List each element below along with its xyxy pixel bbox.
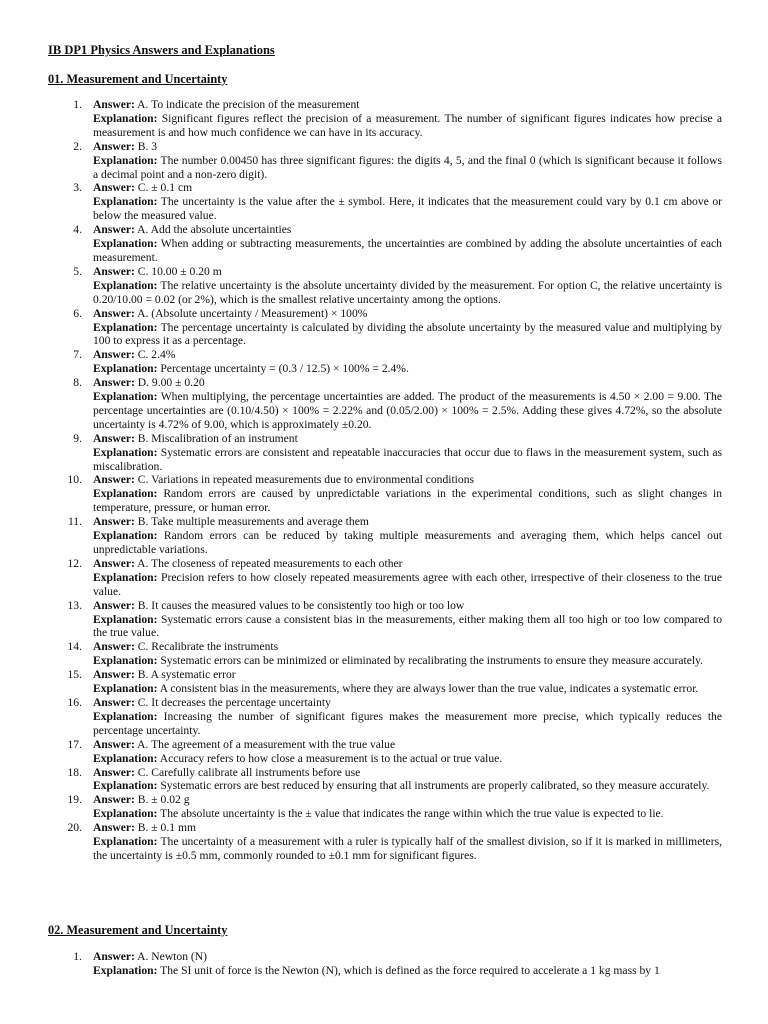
explanation-line bbox=[93, 362, 722, 376]
explanation-label: Explanation: bbox=[93, 654, 158, 668]
answer-text: C. ± 0.1 cm bbox=[137, 181, 193, 195]
explanation-label: Explanation: bbox=[93, 195, 158, 209]
answer-text: B. It causes the measured values to be consistently too high or too low bbox=[137, 598, 465, 612]
answer-text: B. Miscalibration of an instrument bbox=[137, 431, 298, 445]
answer-text: C. 10.00 ± 0.20 m bbox=[137, 264, 222, 278]
explanation-text: When adding or subtracting measurements, the uncertainties are combined by adding the absolute uncertainties of each measurement. bbox=[93, 237, 722, 264]
answer-text: A. The agreement of a measurement with the true value bbox=[137, 737, 396, 751]
answer-label: Answer: bbox=[93, 515, 135, 529]
answer-text: B. Take multiple measurements and average them bbox=[137, 515, 369, 529]
answer-label: Answer: bbox=[93, 765, 135, 779]
answer-item bbox=[0, 98, 768, 140]
answer-label: Answer: bbox=[93, 431, 135, 445]
answer-line bbox=[93, 223, 722, 237]
answer-label: Answer: bbox=[93, 98, 135, 111]
answer-text: C. 2.4% bbox=[137, 348, 176, 362]
explanation-line bbox=[93, 112, 722, 140]
answer-item bbox=[0, 557, 768, 599]
answer-item bbox=[0, 376, 768, 432]
section-heading: 01. Measurement and Uncertainty bbox=[48, 72, 228, 86]
item-number: 5. bbox=[73, 264, 82, 278]
answer-text: A. Add the absolute uncertainties bbox=[137, 223, 292, 237]
answer-item bbox=[0, 307, 768, 349]
item-number: 16. bbox=[67, 695, 82, 709]
item-number: 19. bbox=[67, 793, 82, 807]
explanation-text: A consistent bias in the measurements, where they are always lower than the true value, indicates a systematic error. bbox=[159, 682, 699, 696]
explanation-line bbox=[93, 752, 722, 766]
explanation-label: Explanation: bbox=[93, 487, 158, 501]
answer-label: Answer: bbox=[93, 821, 135, 835]
answer-label: Answer: bbox=[93, 695, 135, 709]
explanation-text: Increasing the number of significant figures makes the measurement more precise, which typically reduces the percentage uncertainty. bbox=[93, 709, 722, 737]
explanation-label: Explanation: bbox=[93, 445, 158, 459]
explanation-text: When multiplying, the percentage uncertainties are added. The product of the measurements is 4.50 × 2.00 = 9.00. The percentage uncertainties are (0.10/4.50) × 100% = 2.22% and (0.05/2.00) × 100% = 2.5%. Adding these gives 4.72%, so the absolute uncertainty is 4.72% of 9.00, which is approximately ±0.20. bbox=[93, 390, 722, 431]
answer-item bbox=[0, 738, 768, 766]
answer-item bbox=[0, 265, 768, 307]
explanation-text: The absolute uncertainty is the ± value that indicates the range within which the true value is expected to lie. bbox=[160, 807, 664, 821]
answer-item bbox=[0, 432, 768, 474]
explanation-label: Explanation: bbox=[93, 237, 158, 251]
answer-label: Answer: bbox=[93, 348, 135, 362]
answer-line bbox=[93, 376, 722, 390]
item-number: 15. bbox=[67, 668, 82, 682]
answer-item bbox=[0, 223, 768, 265]
answer-list bbox=[0, 98, 768, 863]
explanation-label: Explanation: bbox=[93, 390, 158, 404]
answer-text: A. The closeness of repeated measurements to each other bbox=[137, 556, 403, 570]
item-number: 4. bbox=[73, 223, 82, 237]
answer-label: Answer: bbox=[93, 139, 135, 153]
explanation-label: Explanation: bbox=[93, 362, 158, 376]
explanation-line bbox=[93, 237, 722, 265]
answer-item bbox=[0, 599, 768, 641]
explanation-text: Precision refers to how closely repeated measurements agree with each other, irrespective of their closeness to the true value. bbox=[93, 570, 722, 598]
answer-item bbox=[0, 348, 768, 376]
explanation-text: The percentage uncertainty is calculated by dividing the absolute uncertainty by the measured value and multiplying by 100 to express it as a percentage. bbox=[93, 320, 722, 348]
answer-item bbox=[0, 140, 768, 182]
answer-text: C. Carefully calibrate all instruments before use bbox=[137, 765, 361, 779]
answer-label: Answer: bbox=[93, 598, 135, 612]
answer-line bbox=[93, 557, 722, 571]
answer-label: Answer: bbox=[93, 473, 135, 487]
explanation-text: The number 0.00450 has three significant figures: the digits 4, 5, and the final 0 (which is significant because it follows a decimal point and a non-zero digit). bbox=[93, 153, 722, 181]
answer-label: Answer: bbox=[93, 668, 135, 682]
answer-text: C. It decreases the percentage uncertainty bbox=[137, 695, 331, 709]
item-number: 20. bbox=[67, 821, 82, 835]
answer-line bbox=[93, 432, 722, 446]
explanation-line bbox=[93, 390, 722, 432]
explanation-line bbox=[93, 779, 722, 793]
explanation-text: Systematic errors cause a consistent bias in the measurements, either making them all too high or too low compared to the true value. bbox=[93, 612, 722, 640]
answer-line bbox=[93, 950, 722, 964]
explanation-text: Random errors can be reduced by taking multiple measurements and averaging them, which helps cancel out unpredictable variations. bbox=[93, 529, 722, 556]
answer-text: B. ± 0.1 mm bbox=[137, 821, 196, 835]
answer-text: B. ± 0.02 g bbox=[137, 793, 190, 807]
answer-label: Answer: bbox=[93, 793, 135, 807]
explanation-line bbox=[93, 195, 722, 223]
explanation-line bbox=[93, 835, 722, 863]
answer-line bbox=[93, 640, 722, 654]
answer-line bbox=[93, 473, 722, 487]
answer-line bbox=[93, 140, 722, 154]
answer-item bbox=[0, 793, 768, 821]
explanation-text: Random errors are caused by unpredictable variations in the experimental conditions, such as slight changes in temperature, pressure, or human error. bbox=[93, 487, 722, 515]
item-number: 1. bbox=[73, 950, 82, 963]
item-number: 13. bbox=[67, 598, 82, 612]
explanation-line bbox=[93, 964, 722, 978]
explanation-line bbox=[93, 446, 722, 474]
explanation-text: The uncertainty of a measurement with a ruler is typically half of the smallest division, so if it is marked in millimeters, the uncertainty is ±0.5 mm, commonly rounded to ±0.1 mm for significant figures. bbox=[93, 835, 722, 862]
answer-text: D. 9.00 ± 0.20 bbox=[137, 376, 205, 390]
answer-line bbox=[93, 766, 722, 780]
answer-text: A. (Absolute uncertainty / Measurement) × 100% bbox=[137, 306, 368, 320]
explanation-label: Explanation: bbox=[93, 320, 158, 334]
item-number: 17. bbox=[67, 737, 82, 751]
answer-line bbox=[93, 515, 722, 529]
answer-item bbox=[0, 696, 768, 738]
answer-label: Answer: bbox=[93, 376, 135, 390]
answer-line bbox=[93, 265, 722, 279]
answer-line bbox=[93, 738, 722, 752]
answer-label: Answer: bbox=[93, 556, 135, 570]
explanation-label: Explanation: bbox=[93, 153, 158, 167]
answer-item bbox=[0, 181, 768, 223]
explanation-label: Explanation: bbox=[93, 835, 158, 849]
item-number: 12. bbox=[67, 556, 82, 570]
explanation-line bbox=[93, 807, 722, 821]
explanation-line bbox=[93, 682, 722, 696]
explanation-line bbox=[93, 710, 722, 738]
answer-line bbox=[93, 793, 722, 807]
item-number: 7. bbox=[73, 348, 82, 362]
explanation-text: Significant figures reflect the precision of a measurement. The number of significant figures indicates how precise a measurement is and how much confidence we can have in its accuracy. bbox=[93, 111, 723, 139]
item-number: 1. bbox=[73, 98, 82, 111]
answer-label: Answer: bbox=[93, 223, 135, 237]
item-number: 2. bbox=[73, 139, 82, 153]
explanation-label: Explanation: bbox=[93, 278, 158, 292]
answer-text: C. Variations in repeated measurements due to environmental conditions bbox=[137, 473, 475, 487]
item-number: 8. bbox=[73, 376, 82, 390]
explanation-line bbox=[93, 154, 722, 182]
explanation-label: Explanation: bbox=[93, 751, 158, 765]
item-number: 18. bbox=[67, 765, 82, 779]
explanation-text: The relative uncertainty is the absolute uncertainty divided by the measurement. For option C, the relative uncertainty is 0.20/10.00 = 0.02 (or 2%), which is the smallest relative uncertainty among the options. bbox=[93, 278, 722, 306]
explanation-line bbox=[93, 321, 722, 349]
item-number: 14. bbox=[67, 640, 82, 654]
explanation-line bbox=[93, 279, 722, 307]
answer-item bbox=[0, 668, 768, 696]
answer-line bbox=[93, 696, 722, 710]
explanation-label: Explanation: bbox=[93, 529, 158, 543]
explanation-text: Accuracy refers to how close a measurement is to the actual or true value. bbox=[159, 751, 503, 765]
document-title: IB DP1 Physics Answers and Explanations bbox=[48, 43, 275, 57]
answer-list bbox=[0, 950, 768, 978]
answer-label: Answer: bbox=[93, 737, 135, 751]
explanation-line bbox=[93, 487, 722, 515]
answer-line bbox=[93, 599, 722, 613]
answer-line bbox=[93, 307, 722, 321]
explanation-line bbox=[93, 654, 722, 668]
explanation-label: Explanation: bbox=[93, 570, 158, 584]
explanation-label: Explanation: bbox=[93, 111, 158, 125]
explanation-line bbox=[93, 613, 722, 641]
answer-label: Answer: bbox=[93, 950, 135, 963]
answer-text: A. Newton (N) bbox=[137, 950, 207, 963]
item-number: 10. bbox=[67, 473, 82, 487]
answer-text: A. To indicate the precision of the measurement bbox=[137, 98, 360, 111]
explanation-text: Percentage uncertainty = (0.3 / 12.5) × 100% = 2.4%. bbox=[160, 362, 409, 376]
explanation-label: Explanation: bbox=[93, 779, 158, 793]
explanation-line bbox=[93, 571, 722, 599]
answer-label: Answer: bbox=[93, 181, 135, 195]
explanation-label: Explanation: bbox=[93, 612, 158, 626]
answer-text: C. Recalibrate the instruments bbox=[137, 640, 279, 654]
item-number: 9. bbox=[73, 431, 82, 445]
answer-line bbox=[93, 668, 722, 682]
answer-line bbox=[93, 181, 722, 195]
section-heading: 02. Measurement and Uncertainty bbox=[48, 923, 228, 937]
explanation-line bbox=[93, 529, 722, 557]
answer-text: B. 3 bbox=[137, 139, 158, 153]
explanation-text: Systematic errors can be minimized or eliminated by recalibrating the instruments to ensure they measure accurately. bbox=[160, 654, 704, 668]
answer-label: Answer: bbox=[93, 264, 135, 278]
explanation-text: The uncertainty is the value after the ± symbol. Here, it indicates that the measurement could vary by 0.1 cm above or below the measured value. bbox=[93, 195, 722, 223]
answer-text: B. A systematic error bbox=[137, 668, 236, 682]
item-number: 11. bbox=[67, 515, 82, 529]
explanation-text: The SI unit of force is the Newton (N), which is defined as the force required to accelerate a 1 kg mass by 1 bbox=[160, 963, 660, 977]
answer-item bbox=[0, 640, 768, 668]
item-number: 6. bbox=[73, 306, 82, 320]
explanation-label: Explanation: bbox=[93, 709, 158, 723]
answer-item bbox=[0, 473, 768, 515]
answer-label: Answer: bbox=[93, 306, 135, 320]
answer-line bbox=[93, 348, 722, 362]
answer-item bbox=[0, 766, 768, 794]
explanation-label: Explanation: bbox=[93, 807, 158, 821]
answer-item bbox=[0, 821, 768, 863]
explanation-text: Systematic errors are best reduced by ensuring that all instruments are properly calibrated, so they measure accurately. bbox=[160, 779, 710, 793]
item-number: 3. bbox=[73, 181, 82, 195]
explanation-label: Explanation: bbox=[93, 682, 158, 696]
answer-line bbox=[93, 98, 722, 112]
answer-item bbox=[0, 950, 768, 978]
answer-item bbox=[0, 515, 768, 557]
explanation-label: Explanation: bbox=[93, 963, 158, 977]
answer-label: Answer: bbox=[93, 640, 135, 654]
answer-line bbox=[93, 821, 722, 835]
explanation-text: Systematic errors are consistent and repeatable inaccuracies that occur due to flaws in the measurement system, such as miscalibration. bbox=[93, 445, 722, 473]
